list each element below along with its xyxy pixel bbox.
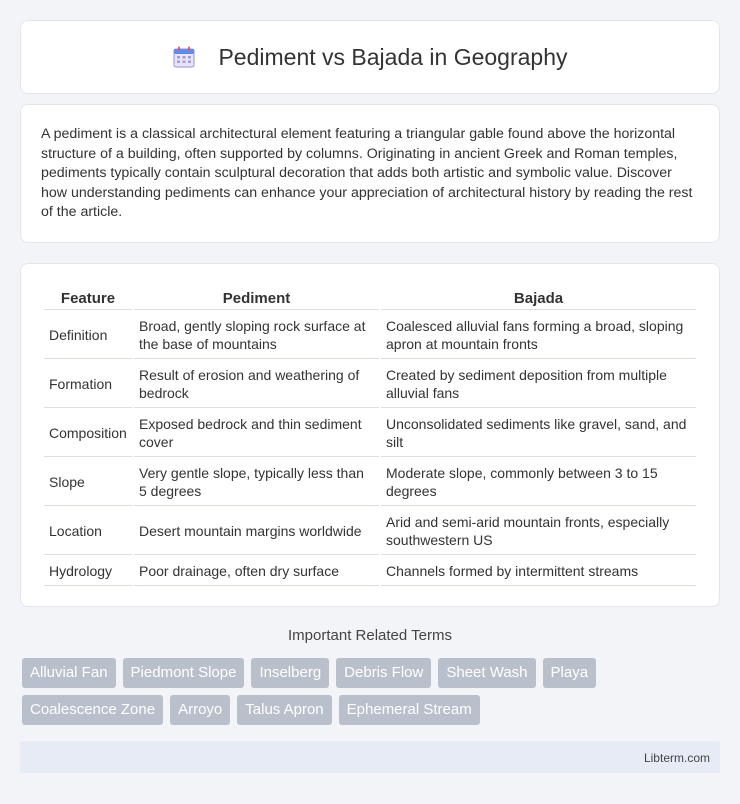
comparison-table [42, 284, 698, 588]
cell-pediment: Result of erosion and weathering of bedrock [134, 361, 379, 408]
intro-section [20, 104, 720, 243]
page-title: Pediment vs Bajada in Geography [218, 43, 568, 70]
cell-feature: Formation [44, 361, 132, 408]
footer [20, 741, 720, 773]
intro-text: A pediment is a classical architectural element featuring a triangular gable found above the horizontal structure of a building, often supported by columns. Originating in ancient Greek and Roman temples, pediments typically contain sculptural decoration that adds both artistic and symbolic value. Discover how understanding pediments can enhance your appreciation of architectural history by reading the rest of the article. [41, 126, 693, 220]
column-header-feature: Feature [44, 286, 132, 310]
calendar-icon [172, 45, 196, 69]
table-header-row [44, 286, 696, 310]
related-term-tag[interactable]: Sheet Wash [438, 658, 535, 688]
cell-bajada: Created by sediment deposition from multiple alluvial fans [381, 361, 696, 408]
table-row [44, 410, 696, 457]
related-term-tag[interactable]: Arroyo [170, 695, 230, 725]
related-term-tag[interactable]: Debris Flow [336, 658, 431, 688]
footer-site-link[interactable]: Libterm.com [643, 751, 710, 765]
cell-feature: Slope [44, 459, 132, 506]
cell-feature: Composition [44, 410, 132, 457]
related-term-tag[interactable]: Playa [543, 658, 597, 688]
cell-pediment: Desert mountain margins worldwide [134, 508, 379, 555]
related-term-tag[interactable]: Piedmont Slope [123, 658, 245, 688]
cell-pediment: Exposed bedrock and thin sediment cover [134, 410, 379, 457]
cell-bajada: Moderate slope, commonly between 3 to 15 degrees [381, 459, 696, 506]
related-term-tag[interactable]: Talus Apron [237, 695, 331, 725]
cell-feature: Hydrology [44, 557, 132, 586]
related-terms-list [22, 658, 722, 732]
table-row [44, 312, 696, 359]
cell-feature: Definition [44, 312, 132, 359]
cell-bajada: Channels formed by intermittent streams [381, 557, 696, 586]
column-header-pediment: Pediment [134, 286, 379, 310]
related-term-tag[interactable]: Coalescence Zone [22, 695, 163, 725]
cell-pediment: Poor drainage, often dry surface [134, 557, 379, 586]
column-header-bajada: Bajada [381, 286, 696, 310]
cell-pediment: Very gentle slope, typically less than 5 degrees [134, 459, 379, 506]
related-term-tag[interactable]: Ephemeral Stream [339, 695, 480, 725]
page-header [20, 20, 720, 94]
table-row [44, 508, 696, 555]
comparison-table-card [20, 263, 720, 607]
related-term-tag[interactable]: Inselberg [251, 658, 329, 688]
cell-feature: Location [44, 508, 132, 555]
table-row [44, 557, 696, 586]
cell-bajada: Unconsolidated sediments like gravel, sand, and silt [381, 410, 696, 457]
table-row [44, 361, 696, 408]
cell-pediment: Broad, gently sloping rock surface at the base of mountains [134, 312, 379, 359]
table-row [44, 459, 696, 506]
cell-bajada: Arid and semi-arid mountain fronts, especially southwestern US [381, 508, 696, 555]
cell-bajada: Coalesced alluvial fans forming a broad, sloping apron at mountain fronts [381, 312, 696, 359]
related-terms-title: Important Related Terms [288, 627, 452, 644]
related-term-tag[interactable]: Alluvial Fan [22, 658, 116, 688]
